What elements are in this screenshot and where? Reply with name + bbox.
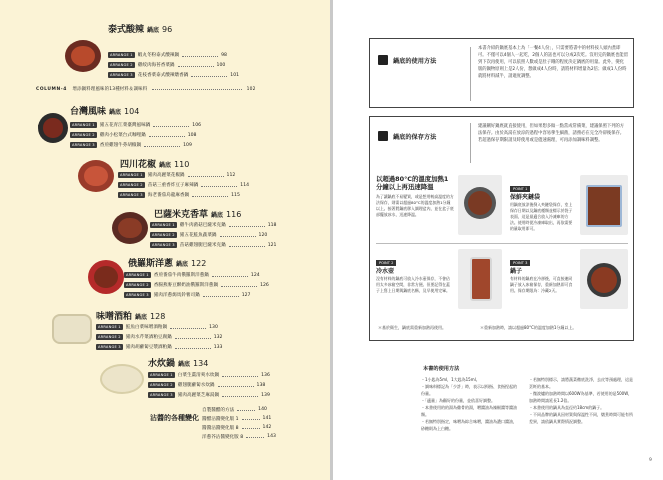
section-title-sichuan[interactable]: 四川花椒 鍋底 110	[120, 160, 190, 170]
recipe-list-miso	[96, 322, 222, 352]
hotpot-image-taiwan	[38, 113, 68, 143]
photo-heating-pot	[458, 175, 502, 235]
storage-footnote-2: ＊重新加熱時，請以超過80°C的溫度加熱1分鐘以上。	[480, 325, 577, 330]
recipe-list-balsamic	[150, 220, 276, 250]
storage-text: 建議剛好鍋底就直接使用，但如果想多做一點當成常備菜，建議保照下列的方法保存。由於高湯在放涼的過程中容易孳生細菌，請務必在完全冷卻後保存。若超過保存期限請及時使用或是儘速處理，可再添加調味料調整。	[478, 124, 625, 143]
recipe-item[interactable]: ARRANGE 3 花枝香菜泰式酸辣燉香鍋 101	[110, 72, 240, 78]
hotpot-image-miso	[52, 314, 92, 344]
divider	[470, 47, 471, 101]
recipe-list-taiwan	[70, 120, 201, 150]
recipe-item[interactable]: ARRANGE 2 豬五花鮭魚蔬菜鍋 120	[152, 232, 268, 238]
column-entry[interactable]: COLUMN-4 增添鍋料理風味的13種材料＆調味料 102	[36, 87, 256, 92]
recipe-list-mizutaki	[148, 370, 270, 400]
notes-column-2: ・若無特別標示，請將蔬菜徹底洗淨，去皮等預處理，這是烹飪的基本。 ・微波爐的加熱時間以600W為基準，若使用的是500W，加熱時間請延長1.2倍。 ・本書使用的鍋具為直徑約18cm的鍋子。 ・不同品牌的鍋具因材質與保溫性不同，燉煮時間可能有所差異，請依鍋具實際情況調整。	[529, 377, 633, 424]
left-page	[0, 0, 330, 480]
section-title-thai[interactable]: 泰式酸辣 鍋底 96	[108, 25, 173, 35]
notes-column-1: ・1小匙為5ml，1大匙為15ml。 ・調味料標記為「少許」時，表示以拇指、食指捏起的份量。 ・「適量」為顧好的份量，並依喜好調整。 ・本書使用的的湯為雞骨的湯，噌醬油為辣椒醬等醬油類。 ・若無特別指定，味噌為綜合味噌，醬油為濃口醬油，砂糖則為上白糖。	[421, 377, 517, 431]
divider	[470, 123, 471, 163]
recipe-list-sichuan	[118, 170, 249, 200]
usage-text: 本書介紹的鍋底基本上為「一餐4人份」，只需要將書中的材料按人頭內煮即可。不僅可以4個人一起吃，2個人的話也可以分成2次吃。沒用完的鍋底也能留到下次再使用，可以依照人數或是肚子餓的程度決定鍋底的用量。此外，變化版的鍋物原則上是2人份，想做成4人份時，請將材料增量為2倍；做成1人份時就將材料減半，請適度調整。	[478, 46, 628, 79]
square-icon	[378, 131, 388, 141]
hotpot-image-thai	[65, 40, 101, 72]
recipe-item[interactable]: ARRANGE 1 香煎番茄牛肉俄羅斯洋蔥鍋 124	[126, 272, 260, 278]
hotpot-image-russian	[88, 260, 124, 294]
recipe-item[interactable]: ARRANGE 2 豬肉水芹菜酒粕豆腐鍋 132	[98, 334, 223, 340]
divider	[376, 243, 628, 244]
recipe-item[interactable]: ARRANGE 1 白菜生薑清爽水炊鍋 136	[150, 372, 270, 378]
right-page	[333, 0, 663, 480]
recipe-item[interactable]: ARRANGE 3 豬肉胡蘿蔔豆漿酒粕鍋 133	[98, 344, 223, 350]
panel-pot: POINT 3 鍋子 有材料的鍋底在冷卻後，可直接連同鍋子放入冰箱保存，重新加熱即可食用。保存期限為：冷藏2天。	[510, 261, 573, 293]
recipe-item[interactable]: ARRANGE 2 雞肉小松菜台式咖哩鍋 108	[72, 132, 197, 138]
recipe-list-thai	[108, 50, 239, 80]
section-title-taiwan[interactable]: 台灣風味 鍋底 104	[70, 107, 140, 117]
recipe-item[interactable]: ARRANGE 3 苗菇雞翅腿巴薩米克鍋 121	[152, 242, 277, 248]
recipe-list-russian	[124, 270, 269, 300]
recipe-item[interactable]: ARRANGE 1 雞牛肉菌菇巴薩米克鍋 118	[152, 222, 277, 228]
hotpot-image-mizutaki	[100, 364, 144, 394]
recipe-item[interactable]: ARRANGE 2 雞翅腿蘿蔔水炊鍋 138	[150, 382, 266, 388]
recipe-item[interactable]: ARRANGE 2 苗菇三重香炸豆子麻辣鍋 114	[120, 182, 250, 188]
storage-footnote-1: ＊基於衛生，鍋底需重新加熱再使用。	[378, 325, 446, 330]
notes-title: 本書的使用方法	[423, 366, 460, 372]
photo-pot	[580, 249, 628, 309]
section-title-balsamic[interactable]: 巴薩米克香草 鍋底 116	[154, 210, 242, 220]
recipe-item[interactable]: ARRANGE 2 雞絞肉海苔香菜鍋 100	[110, 62, 226, 68]
panel-jug: POINT 2 冷水壺 沒有材料的鍋底可放入冷水壺保存，不會佔用太多冰箱空間，非常方便。但要記得在蓋子上寫上日期與鍋底名稱，及早使用完畢。	[376, 261, 450, 293]
recipe-item[interactable]: ARRANGE 1 豬五花青江菜臺灣風味鍋 106	[72, 122, 202, 128]
recipe-item[interactable]: ARRANGE 1 蝦丸冬粉泰式酸辣鍋 98	[110, 52, 227, 58]
section-title-miso[interactable]: 味噌酒粕 鍋底 128	[96, 312, 166, 322]
storage-heading: 鍋底的保存方法	[378, 129, 436, 143]
usage-heading: 鍋底的使用方法	[378, 53, 436, 67]
hotpot-image-sichuan	[78, 160, 114, 192]
square-icon	[378, 55, 388, 65]
sauce-item[interactable]: 自製醬醋的方法 140	[202, 407, 267, 413]
photo-water-jug	[458, 249, 502, 309]
recipe-item[interactable]: ARRANGE 3 海老番茄烏龍麻香鍋 115	[120, 192, 240, 198]
sauce-item[interactable]: 洋蔥芥沾醬變化版 8 143	[202, 434, 276, 440]
storage-box	[369, 116, 634, 341]
panel-bag: POINT 1 保鮮夾鏈袋 用鍋底放涼後倒入夾鏈袋保存，室上保存日期以及鍋底種類並標示於袋子表面，這是最適合放入冷凍庫的方法。使用時從冷凍庫取出，再依需要的量取用即可。	[510, 187, 573, 231]
sauce-variations-title: 沾醬的各種變化	[150, 414, 199, 422]
sauce-item[interactable]: 醬醋沾醬變化版 1 141	[202, 416, 272, 422]
recipe-item[interactable]: ARRANGE 3 豬肉高麗菜芝麻湯鍋 139	[150, 392, 270, 398]
section-title-mizutaki[interactable]: 水炊鍋 鍋底 134	[148, 359, 209, 369]
recipe-item[interactable]: ARRANGE 2 香腸燕麥豆酥奶油俄羅斯洋蔥鍋 126	[126, 282, 269, 288]
sauce-variations-list	[202, 405, 276, 441]
page-number: 9	[649, 458, 652, 463]
hotpot-image-balsamic	[112, 212, 148, 244]
usage-box	[369, 38, 634, 108]
sauce-item[interactable]: 醬醬沾醬變化版 8 142	[202, 425, 272, 431]
recipe-item[interactable]: ARRANGE 3 香煎雞翅牛蒡胡椒鍋 109	[72, 142, 192, 148]
recipe-item[interactable]: ARRANGE 3 豬肉洋蔥焗馬鈴薯司鍋 127	[126, 292, 251, 298]
recipe-item[interactable]: ARRANGE 1 鮭魚白菜味噌酒粕鍋 130	[98, 324, 218, 330]
recipe-item[interactable]: ARRANGE 1 豬肉高麗菜花椒鍋 112	[120, 172, 236, 178]
photo-ziplock-bag	[580, 175, 628, 235]
section-title-russian[interactable]: 俄羅斯洋蔥 鍋底 122	[128, 259, 207, 269]
panel-heat: 以超過80°C的溫度加熱1分鐘以上再迅速降溫 為了讓鍋底不易變質，或是想用較高溫度的方法保存，則需以超過80°C的溫度加熱1分鐘以上。接著將鍋底移入調理盆內，並在盆子底部擺放冰水，迅速降溫。	[376, 175, 454, 217]
